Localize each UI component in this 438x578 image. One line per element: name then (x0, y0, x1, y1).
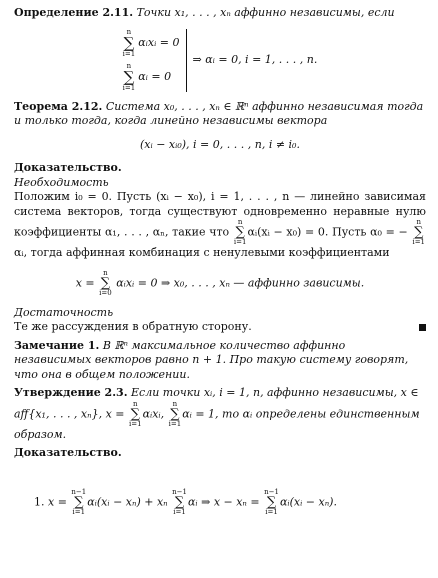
statement-text-b2: αᵢxᵢ, (142, 407, 165, 421)
display-sum (99, 270, 112, 297)
statement-text-b1: aff{x₁, . . . , xₙ}, x = (14, 407, 125, 421)
sum-upper: n (103, 268, 108, 277)
sum-lower: i=1 (122, 83, 136, 92)
theorem-2-12 (14, 100, 426, 129)
sigma: ∑ (266, 494, 277, 510)
sum-lower: i=1 (412, 238, 426, 247)
item-part-2: αᵢ(xᵢ − xₙ) + xₙ (87, 495, 168, 509)
necessity-text-d: тогда аффинная комбинация с ненулевыми коэффициентами (30, 246, 390, 260)
sufficiency-paragraph (14, 320, 426, 335)
sigma: ∑ (170, 406, 180, 422)
condition-2-text: αᵢ = 0 (138, 69, 172, 83)
display-rhs: αᵢxᵢ = 0 ⇒ x₀, . . . , xₙ — аффинно зависимы. (116, 276, 365, 290)
sum-lower: i=1 (72, 507, 86, 516)
sufficiency-heading: Достаточность (14, 305, 114, 319)
theorem-label: Теорема 2.12. (14, 99, 103, 113)
condition-1 (123, 29, 180, 58)
necessity-text-c: αᵢ, (14, 246, 28, 260)
sum-upper: n−1 (172, 487, 187, 496)
necessity-paragraph (14, 190, 426, 261)
sigma: ∑ (123, 33, 135, 52)
statement-text-c: образом. (14, 427, 67, 441)
sum-upper: n (126, 61, 132, 70)
affine-combination-display (14, 270, 426, 297)
sufficiency-text: Те же рассуждения в обратную сторону. (14, 320, 252, 334)
sum-lower: i=1 (122, 49, 136, 58)
necessity-text-a: Положим i₀ = 0. Пусть (xᵢ − x₀), i = 1, . . . , n — линейно зависимая система векторов, тогда существуют одновременно неравные нулю коэффициенты α₁, . . . , αₙ, такие что (14, 190, 426, 239)
sum-lower: i=1 (233, 238, 247, 247)
statement-text-b3: αᵢ = 1, то αᵢ определены единственным (182, 407, 420, 421)
proof-2-label: Доказательство. (14, 446, 122, 460)
remark-text: В ℝⁿ максимальное количество аффинно независимых векторов равно n + 1. Про такую систему говорят, что она в общем положении. (14, 338, 409, 381)
sigma: ∑ (130, 406, 140, 422)
proof-2-heading (14, 446, 426, 461)
sum-lower: i=1 (129, 419, 142, 428)
necessity-heading: Необходимость (14, 175, 109, 189)
definition-system (14, 29, 426, 92)
display-lhs: x = (75, 276, 95, 290)
proof-label: Доказательство. (14, 161, 122, 175)
statement-2-3 (14, 386, 426, 442)
proof-heading (14, 161, 426, 176)
item-part-1: x = (48, 495, 67, 509)
qed-square-icon (419, 324, 426, 331)
inline-sum (129, 401, 142, 428)
system-conditions (123, 29, 187, 92)
sum-upper: n (126, 27, 132, 36)
sigma: ∑ (74, 494, 84, 510)
condition-2 (123, 63, 180, 92)
sum-symbol (123, 63, 136, 92)
sum-upper: n (133, 399, 138, 408)
inline-sum (71, 489, 86, 516)
sum-lower: i=0 (99, 288, 112, 297)
item-part-3: αᵢ ⇒ x − xₙ = (187, 495, 260, 509)
inline-sum (172, 489, 187, 516)
definition-label: Определение 2.11. (14, 6, 134, 19)
sum-upper: n−1 (264, 487, 279, 496)
theorem-text: Система x₀, . . . , xₙ ∈ ℝⁿ аффинно независимая тогда и только тогда, когда линейно независимы вектора (14, 99, 424, 128)
sum-upper: n (237, 218, 243, 227)
sum-upper: n (172, 399, 178, 408)
definition-2-11 (14, 6, 426, 21)
item-number: 1. (34, 495, 45, 509)
sum-upper: n−1 (71, 487, 87, 496)
inline-sum (264, 489, 279, 516)
item-part-4: αᵢ(xᵢ − xₙ). (279, 495, 337, 509)
inline-sum (234, 219, 247, 246)
sigma: ∑ (235, 225, 245, 241)
theorem-formula: (xᵢ − xᵢ₀), i = 0, . . . , n, i ≠ i₀. (140, 137, 300, 151)
statement-text-a: Если точки xᵢ, i = 1, n, аффинно независимы, x ∈ (131, 386, 419, 400)
sum-lower: i=1 (265, 507, 278, 516)
inline-sum (412, 219, 425, 246)
remark-1 (14, 339, 426, 383)
proof-2-item-1 (14, 489, 426, 516)
remark-label: Замечание 1. (14, 338, 100, 352)
sigma: ∑ (174, 494, 185, 510)
sum-lower: i=1 (173, 507, 186, 516)
sigma: ∑ (100, 275, 111, 291)
statement-label: Утверждение 2.3. (14, 386, 128, 400)
sigma: ∑ (414, 225, 424, 241)
document-page (14, 6, 426, 516)
sum-lower: i=1 (168, 419, 182, 428)
definition-text: Точки x₁, . . . , xₙ аффинно независимы, если (136, 6, 395, 19)
condition-1-text: αᵢxᵢ = 0 (138, 35, 180, 49)
sigma: ∑ (123, 67, 135, 86)
necessity-text-b: αᵢ(xᵢ − x₀) = 0. Пусть α₀ = − (247, 225, 408, 239)
definition-result: ⇒ αᵢ = 0, i = 1, . . . , n. (192, 52, 318, 66)
sum-symbol (123, 29, 136, 58)
inline-sum (169, 401, 182, 428)
sum-upper: n (416, 218, 421, 227)
